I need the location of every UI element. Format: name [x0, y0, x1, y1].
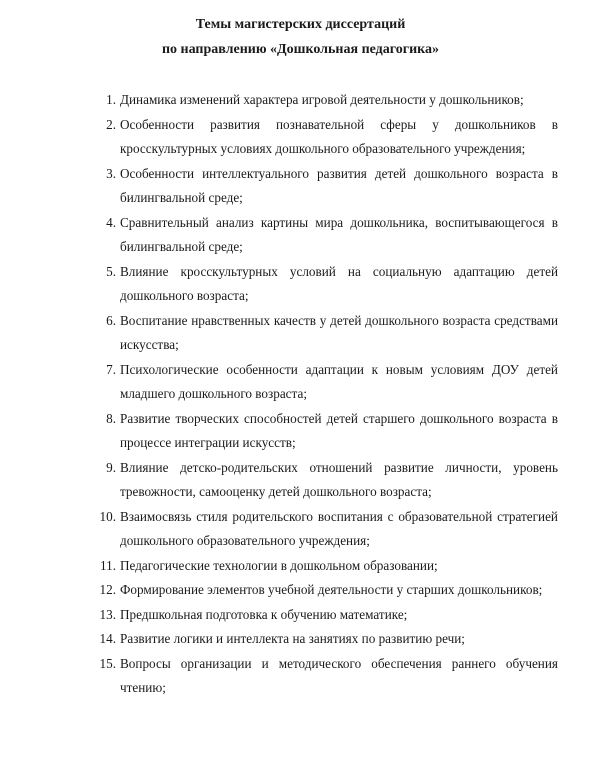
topic-item — [92, 578, 558, 603]
topic-item — [92, 627, 558, 652]
topic-text: Сравнительный анализ картины мира дошкольника, воспитывающегося в билингвальной среде; — [120, 214, 558, 254]
topic-text: Вопросы организации и методического обеспечения раннего обучения чтению; — [120, 655, 558, 695]
topic-item — [92, 260, 558, 309]
topic-number: 15. — [99, 655, 116, 671]
topic-text: Особенности интеллектуального развития детей дошкольного возраста в билингвальной среде; — [120, 165, 558, 205]
topic-number: 8. — [106, 410, 116, 426]
topic-number: 9. — [106, 459, 116, 475]
topic-item — [92, 113, 558, 162]
topic-number: 1. — [106, 92, 116, 107]
topic-text: Формирование элементов учебной деятельности у старших дошкольников; — [120, 582, 543, 597]
topic-item — [92, 652, 558, 701]
topic-item — [92, 358, 558, 407]
topic-number: 4. — [106, 214, 116, 230]
topic-text: Динамика изменений характера игровой деятельности у дошкольников; — [120, 92, 524, 107]
topic-item — [92, 456, 558, 505]
topic-item — [92, 211, 558, 260]
topic-item — [92, 162, 558, 211]
topic-item — [92, 554, 558, 579]
topic-text: Особенности развития познавательной сферы у дошкольников в кросскультурных условиях дошкольного образовательного учреждения; — [120, 116, 558, 156]
topic-text: Влияние детско-родительских отношений развитие личности, уровень тревожности, самооценку детей дошкольного возраста; — [120, 459, 558, 499]
topic-item — [92, 88, 558, 113]
topic-text: Педагогические технологии в дошкольном образовании; — [120, 557, 438, 573]
topic-number: 11. — [100, 557, 116, 573]
topic-text: Предшкольная подготовка к обучению математике; — [120, 606, 408, 622]
topic-number: 2. — [106, 116, 116, 132]
topic-number: 3. — [106, 165, 116, 181]
topic-number: 6. — [106, 312, 116, 328]
topic-text: Воспитание нравственных качеств у детей дошкольного возраста средствами искусства; — [120, 312, 558, 352]
topic-number: 12. — [99, 582, 116, 597]
topic-text: Влияние кросскультурных условий на социальную адаптацию детей дошкольного возраста; — [120, 263, 558, 303]
topic-number: 14. — [99, 631, 116, 646]
topic-number: 5. — [106, 263, 116, 279]
topic-item — [92, 603, 558, 628]
topic-item — [92, 505, 558, 554]
topic-item — [92, 309, 558, 358]
topic-list — [92, 88, 558, 701]
topic-number: 10. — [99, 508, 116, 524]
topic-text: Развитие логики и интеллекта на занятиях по развитию речи; — [120, 631, 465, 646]
topic-text: Развитие творческих способностей детей старшего дошкольного возраста в процессе интеграции искусств; — [120, 410, 558, 450]
document-title: Темы магистерских диссертаций — [195, 17, 406, 32]
topic-text: Психологические особенности адаптации к новым условиям ДОУ детей младшего дошкольного возраста; — [120, 361, 558, 401]
topic-text: Взаимосвязь стиля родительского воспитания с образовательной стратегией дошкольного образовательного учреждения; — [120, 508, 558, 548]
document-subtitle: по направлению «Дошкольная педагогика» — [161, 42, 440, 57]
topic-number: 7. — [106, 361, 116, 377]
topic-number: 13. — [99, 606, 116, 622]
topic-item — [92, 407, 558, 456]
